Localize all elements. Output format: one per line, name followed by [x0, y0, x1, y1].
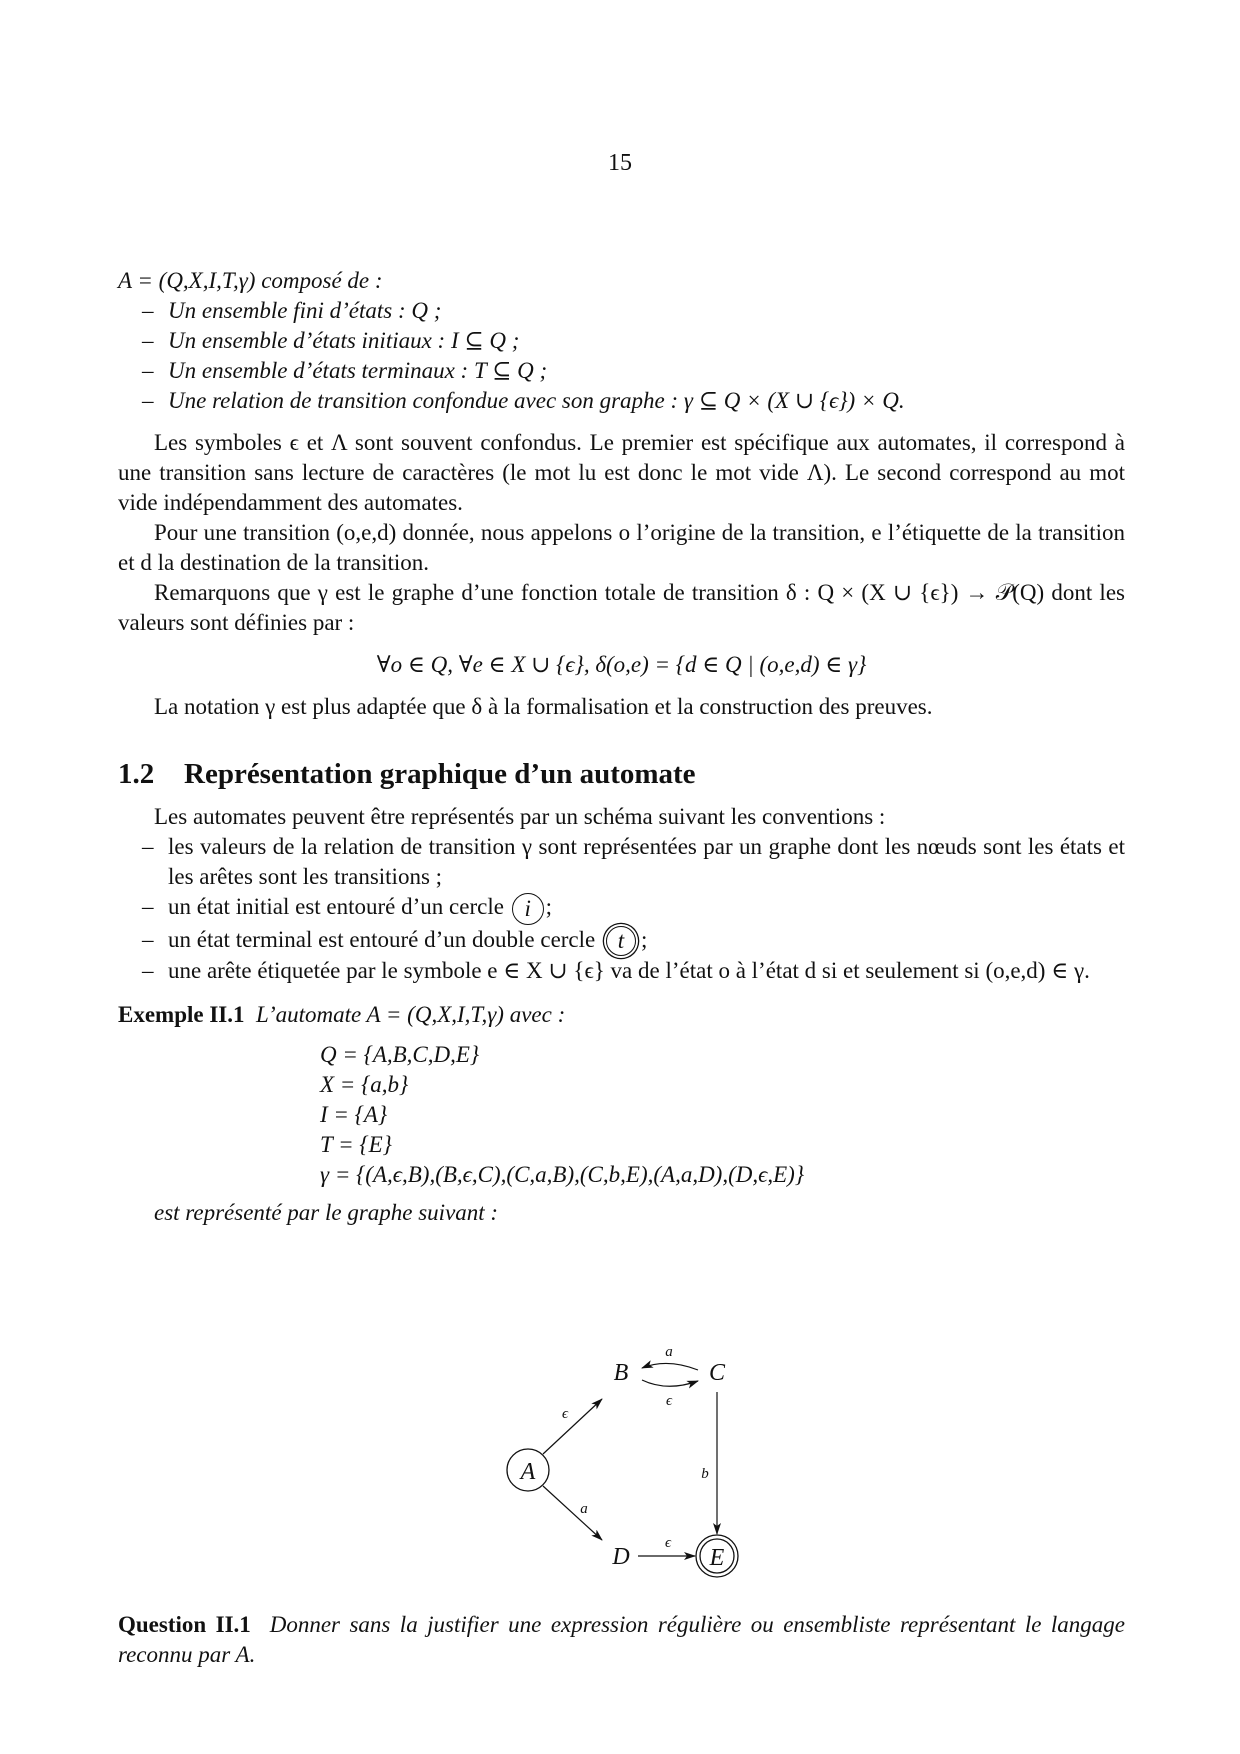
edge-a-b-label: ϵ — [561, 1406, 569, 1422]
initial-state-circle: i — [512, 893, 544, 925]
node-c-label: C — [708, 1360, 726, 1386]
edge-b-c-label: ϵ — [665, 1393, 673, 1409]
definition-item-text: Un ensemble fini d’états : — [168, 298, 412, 323]
section-title: Représentation graphique d’un automate — [184, 758, 696, 790]
paragraph-transition: Pour une transition (o,e,d) donnée, nous appelons o l’origine de la transition, e l’étiquette de la transition et d la destination de la transition. — [118, 520, 1125, 575]
definition-item-end: ; — [428, 298, 442, 323]
definition-item-math: Q — [411, 298, 428, 323]
definition-item-math: γ ⊆ Q × (X ∪ {ϵ}) × Q — [683, 388, 899, 413]
definition-intro-text: composé de : — [255, 268, 383, 293]
convention-item: – les valeurs de la relation de transition γ sont représentées par un graphe dont les nœuds sont les états et les arêtes sont les transitions ; — [142, 832, 1125, 892]
page-number: 15 — [608, 150, 632, 176]
definition-item-end: . — [898, 388, 905, 413]
edge-a-d — [543, 1486, 602, 1540]
definition-item-end: ; — [506, 328, 520, 353]
convention-text: un état initial est entouré d’un cercle — [168, 894, 504, 919]
edge-c-b — [642, 1363, 698, 1370]
definition-item-text: Un ensemble d’états initiaux : — [168, 328, 451, 353]
convention-item: – une arête étiquetée par le symbole e ∈ X ∪ {ϵ} va de l’état o à l’état d si et seulement si (o,e,d) ∈ γ. — [142, 956, 1125, 986]
node-a-label: A — [520, 1459, 536, 1485]
definition-item-math: T ⊆ Q — [473, 358, 534, 383]
equation-line: T = {E} — [320, 1132, 392, 1158]
terminal-state-double-circle: t — [606, 926, 636, 956]
equation-line: γ = {(A,ϵ,B),(B,ϵ,C),(C,a,B),(C,b,E),(A,a,D),(D,ϵ,E)} — [320, 1162, 805, 1188]
question-block — [118, 1610, 1125, 1670]
convention-end: ; — [641, 926, 648, 952]
definition-item-text: Un ensemble d’états terminaux : — [168, 358, 474, 383]
node-b-label: B — [613, 1360, 629, 1386]
node-e-label: E — [709, 1545, 725, 1571]
paragraph-notation: La notation γ est plus adaptée que δ à la formalisation et la construction des preuves. — [154, 694, 933, 719]
section-intro: Les automates peuvent être représentés par un schéma suivant les conventions : — [154, 804, 886, 829]
paragraph-function: Remarquons que γ est le graphe d’une fonction totale de transition δ : Q × (X ∪ {ϵ}) → 𝒫(Q) dont les valeurs sont définies par : — [118, 580, 1125, 635]
edge-c-e-label: b — [701, 1466, 709, 1482]
convention-text: un état terminal est entouré d’un double cercle — [168, 926, 596, 952]
question-text: Donner sans la justifier une expression régulière ou ensembliste représentant le langage reconnu par A. — [118, 1612, 1125, 1667]
edge-a-b — [543, 1399, 602, 1454]
example-label: Exemple II.1 — [118, 1002, 245, 1028]
definition-item-text: Une relation de transition confondue avec son graphe : — [168, 388, 684, 413]
equation-line: X = {a,b} — [320, 1072, 409, 1098]
paragraph-symbols: Les symboles ϵ et Λ sont souvent confondus. Le premier est spécifique aux automates, il correspond à une transition sans lecture de caractères (le mot lu est donc le mot vide Λ). Le second correspond au mot vide indépendamment des automates. — [118, 430, 1125, 515]
equation-line: I = {A} — [320, 1102, 388, 1128]
example-intro: L’automate A = (Q,X,I,T,γ) avec : — [256, 1002, 566, 1028]
definition-item-math: I ⊆ Q — [450, 328, 507, 353]
section-number: 1.2 — [118, 758, 155, 790]
node-d-label: D — [612, 1544, 630, 1570]
edge-a-d-label: a — [580, 1501, 588, 1517]
convention-end: ; — [545, 894, 553, 919]
definition-item-end: ; — [533, 358, 548, 383]
display-equation: ∀o ∈ Q, ∀e ∈ X ∪ {ϵ}, δ(o,e) = {d ∈ Q | (o,e,d) ∈ γ} — [376, 652, 867, 677]
edge-c-b-label: a — [665, 1344, 673, 1360]
equation-line: Q = {A,B,C,D,E} — [320, 1042, 480, 1068]
edge-b-c — [642, 1380, 698, 1386]
question-label: Question II.1 — [118, 1612, 251, 1637]
example-caption: est représenté par le graphe suivant : — [154, 1200, 499, 1226]
edge-d-e-label: ϵ — [664, 1535, 672, 1551]
definition-intro-math: A = (Q,X,I,T,γ) — [118, 268, 256, 293]
